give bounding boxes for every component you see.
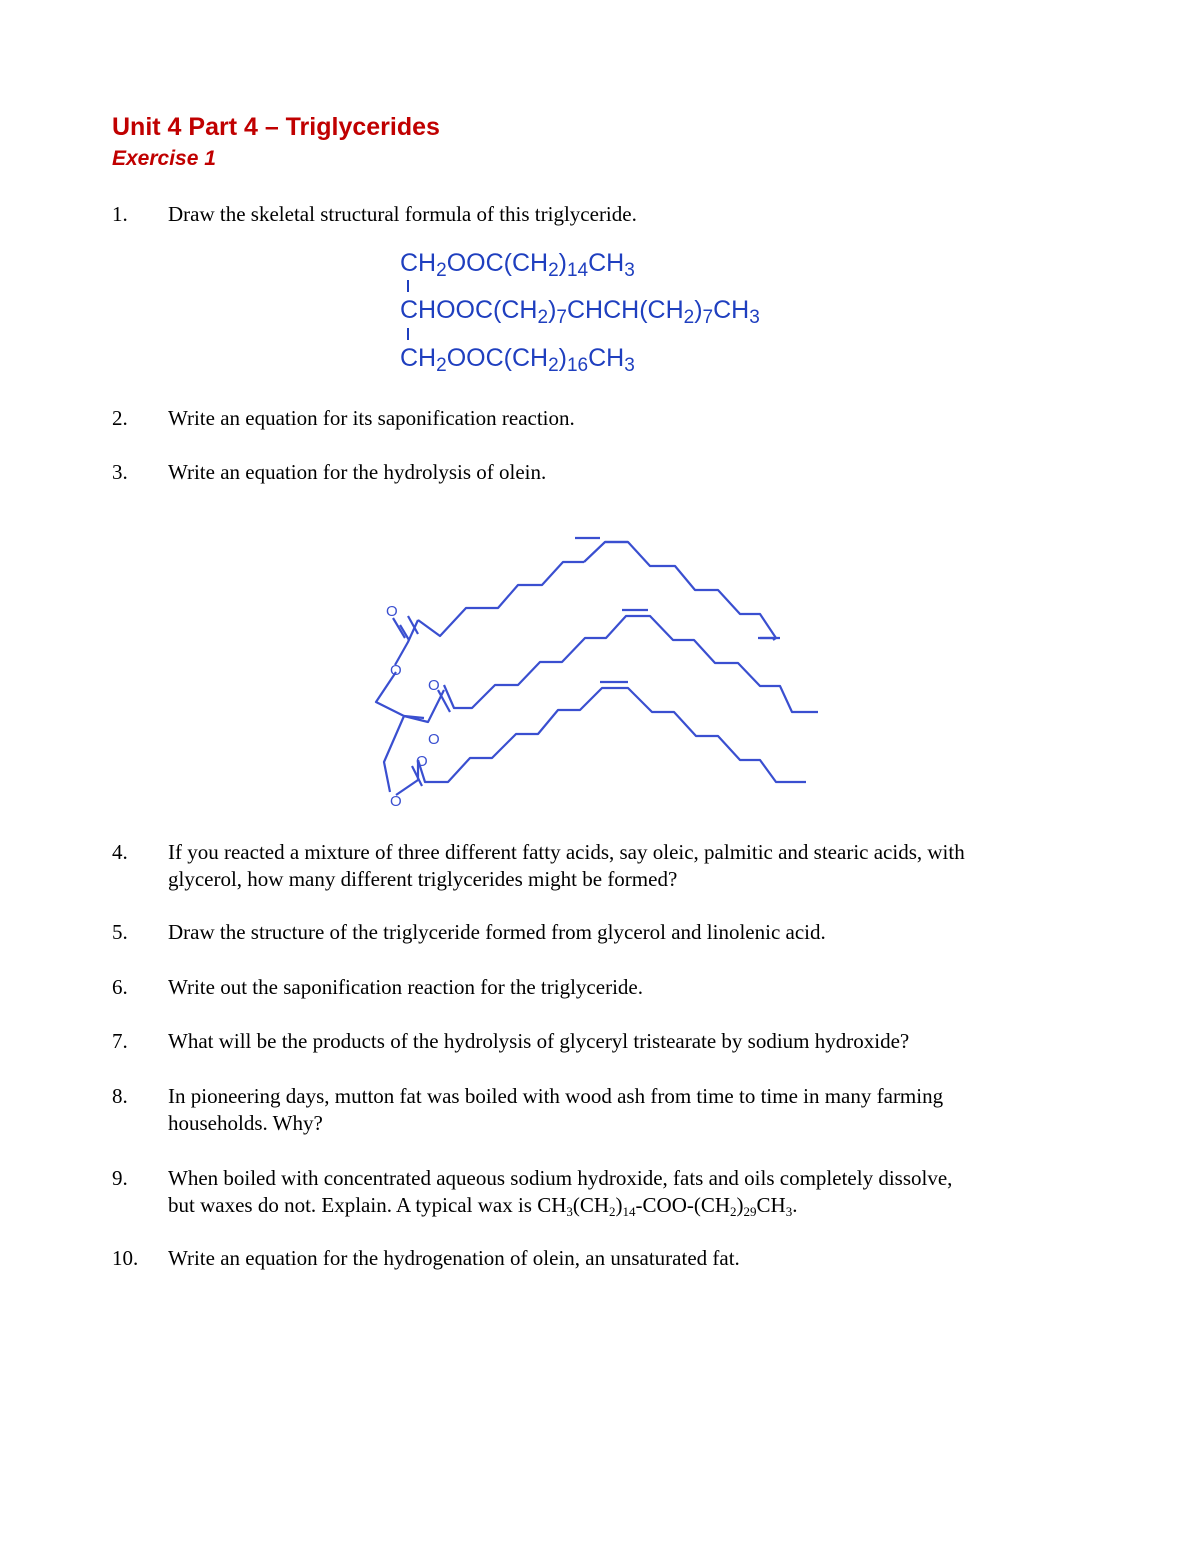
question-text-line-2: glycerol, how many different triglycerides might be formed? [168,867,678,891]
exercise-subtitle: Exercise 1 [112,147,216,170]
oxygen-label: O [390,793,402,810]
question-number: 5. [112,920,128,944]
question-text: Draw the structure of the triglyceride formed from glycerol and linolenic acid. [168,920,826,944]
question-text-line-1: When boiled with concentrated aqueous sodium hydroxide, fats and oils completely dissolve, [168,1166,953,1190]
oxygen-label: O [428,731,440,748]
oxygen-label: O [428,677,440,694]
formula-row-2: $CHOOC(CH_2)_7CHCH(CH_2)_7CH_3$ [400,296,760,328]
question-number: 7. [112,1029,128,1053]
question-9 [112,1165,1072,1219]
oxygen-label: O [386,603,398,620]
question-text: Write an equation for its saponification reaction. [168,406,575,430]
question-text: What will be the products of the hydrolysis of glyceryl tristearate by sodium hydroxide? [168,1029,910,1053]
oxygen-label: O [390,662,402,679]
question-number: 2. [112,406,128,430]
formula-bond-2 [407,328,409,340]
question-number: 4. [112,840,128,864]
question-text-line-2: but waxes do not. Explain. A typical wax is $CH_3(CH_2)_{14}-COO-(CH_2)_{29}CH_3$. [168,1193,798,1219]
question-number: 9. [112,1166,128,1190]
question-text: Draw the skeletal structural formula of this triglyceride. [168,202,637,226]
oxygen-label: O [416,753,428,770]
question-number: 10. [112,1246,139,1270]
question-text-line-1: In pioneering days, mutton fat was boiled with wood ash from time to time in many farming [168,1084,944,1108]
formula-row-1: $CH_2OOC(CH_2)_{14}CH_3$ [400,249,635,281]
question-text: Write an equation for the hydrolysis of olein. [168,460,547,484]
question-8 [112,1083,1072,1137]
formula-bond-1 [407,280,409,292]
question-number: 1. [112,202,128,226]
page-title: Unit 4 Part 4 – Triglycerides [112,113,440,141]
question-number: 6. [112,975,128,999]
question-text-line-2: households. Why? [168,1111,323,1135]
question-number: 3. [112,460,128,484]
olein-skeletal-structure [360,530,830,815]
question-text-line-1: If you reacted a mixture of three different fatty acids, say oleic, palmitic and stearic acids, with [168,840,965,864]
question-text: Write out the saponification reaction for the triglyceride. [168,975,643,999]
question-number: 8. [112,1084,128,1108]
question-4 [112,839,1072,893]
question-text: Write an equation for the hydrogenation of olein, an unsaturated fat. [168,1246,740,1270]
formula-row-3: $CH_2OOC(CH_2)_{16}CH_3$ [400,344,635,376]
